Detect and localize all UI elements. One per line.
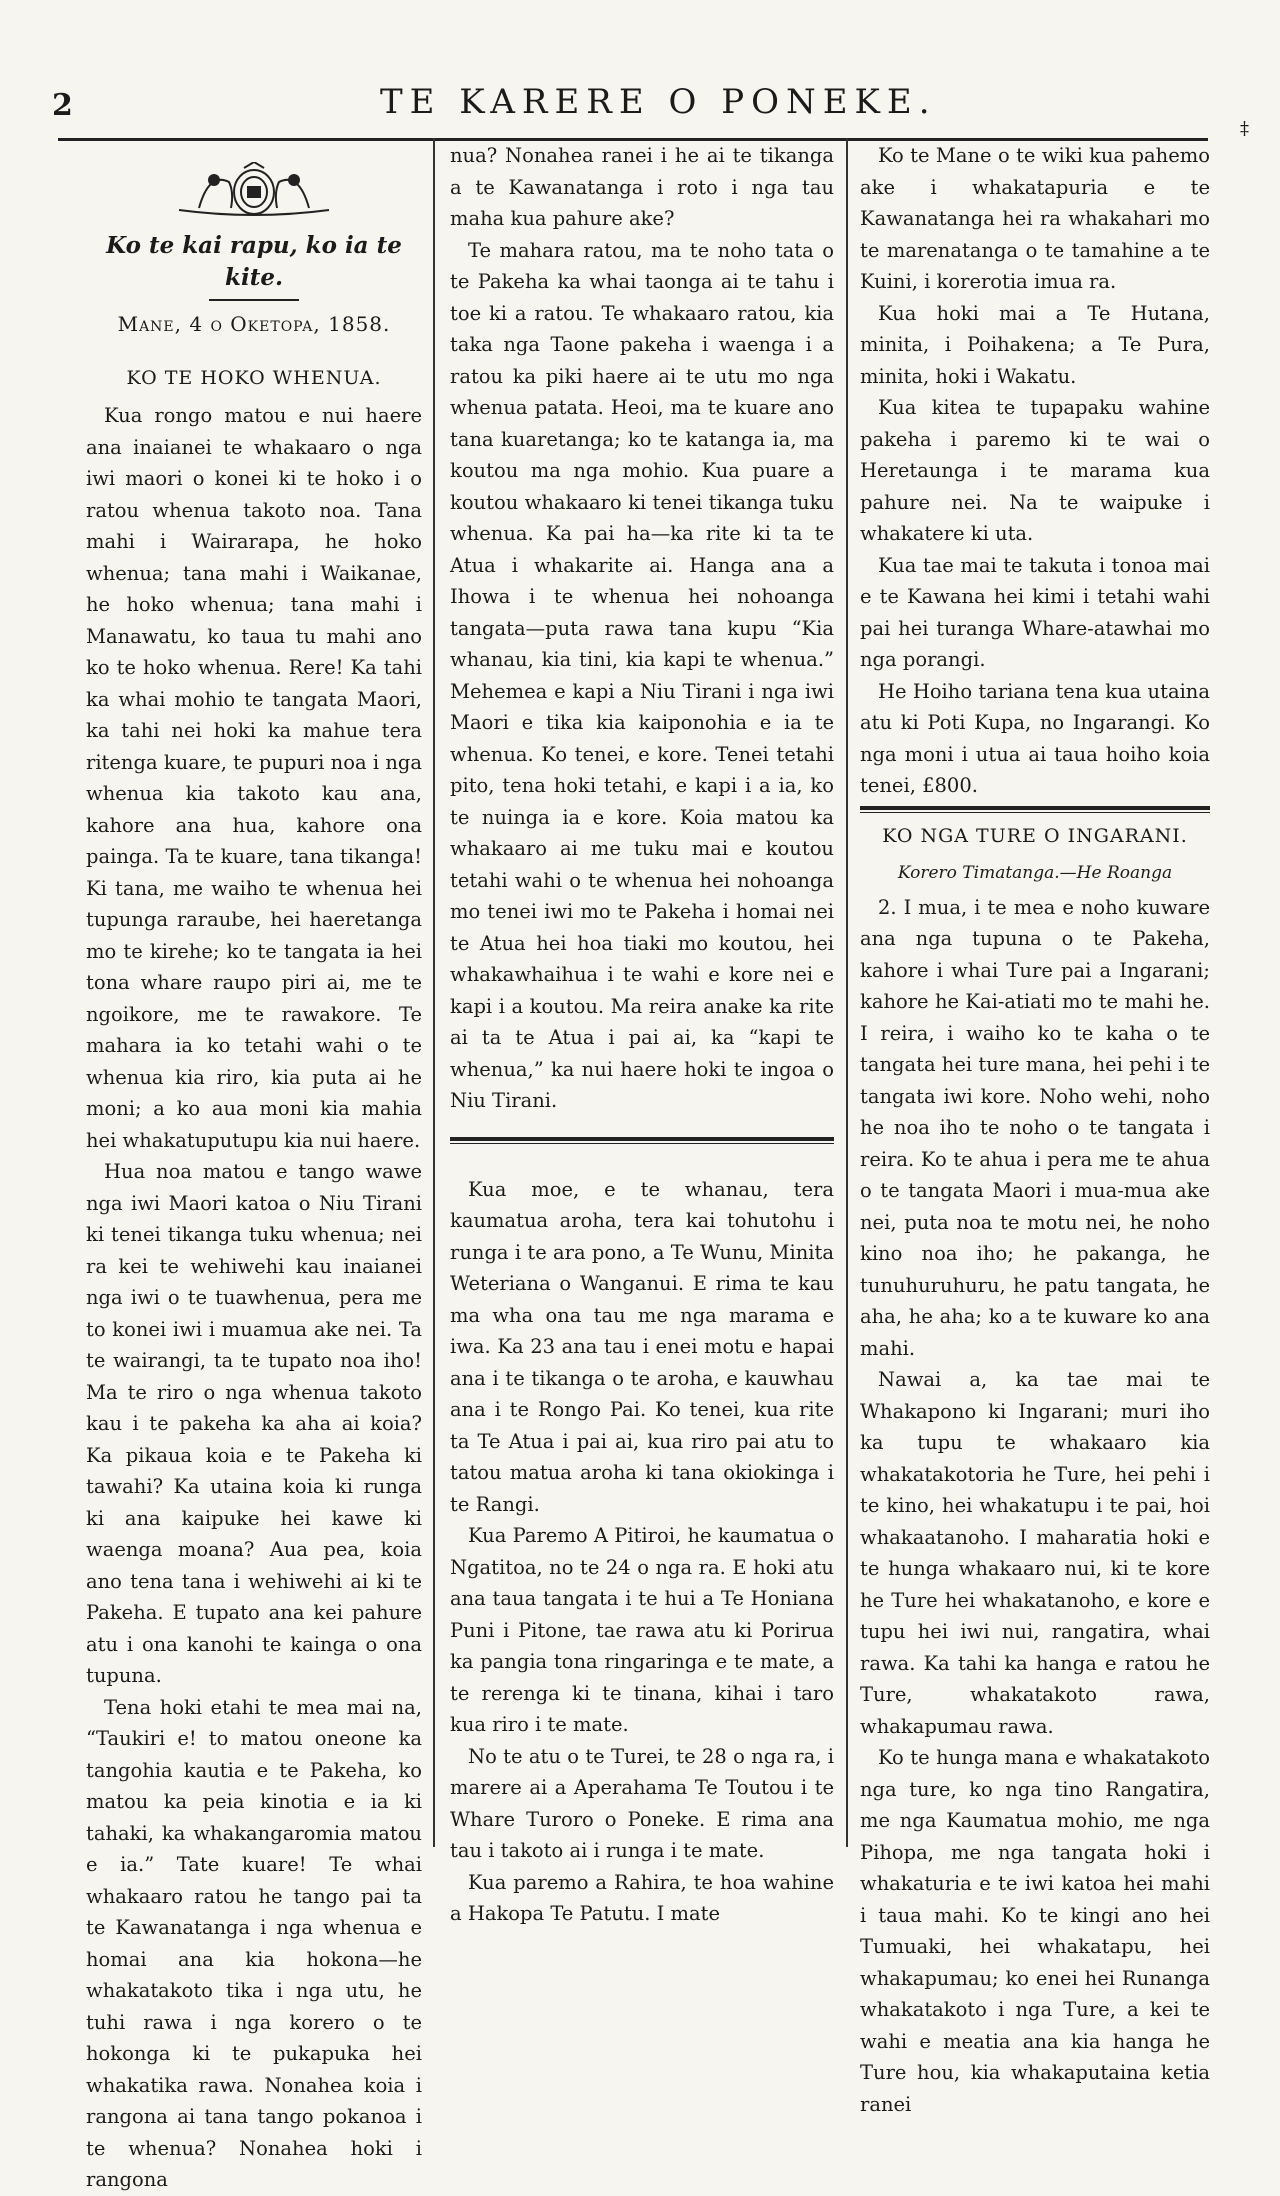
paragraph: nua? Nonahea ranei i he ai te tikanga a te Kawanatanga i roto i nga tau maha kua pahure ake? [450, 144, 834, 230]
paragraph: Ko te hunga mana e whakatakoto nga ture, ko nga tino Rangatira, me nga Kaumatua mohio, me nga Pihopa, me nga tangata hoki i whakaturia e te iwi katoa hei mahi i taua mahi. Ko te kingi ano hei Tumuaki, hei whakatapu, hei whakapumau; ko enei hei Runanga whakatakoto i nga Ture, a kei te wahi e meatia ana kia hanga he Ture hou, kia whakaputaina ketia ranei [860, 1746, 1210, 2116]
paragraph: Ko te Mane o te wiki kua pahemo ake i whakatapuria e te Kawanatanga hei ra whakahari mo te marenatanga o te tamahine a te Kuini, i korerotia imua ra. [860, 144, 1210, 293]
short-rule [209, 299, 299, 301]
column-rule-2 [846, 138, 848, 1847]
paragraph: Te mahara ratou, ma te noho tata o te Pakeha ka whai taonga ai te tahu i toe ki a ratou. Te whakaaro ratou, kia taka nga Taone pakeha i waenga i a ratou ka piki haere ai te utu mo nga whenua patata. Heoi, ma te kuare ano tana kuaretanga; ko te katanga ia, ma koutou ma nga mohio. Kua puare a koutou whakaaro ki tenei tikanga tuku whenua. Ka pai ha—ka rite ki ta te Atua i whakarite ai. Hanga ana a Ihowa i te whenua hei nohoanga tangata—puta rawa tana kupu “Kia whanau, kia tini, kia kapi te whenua.” Mehemea e kapi a Niu Tirani i nga iwi Maori e tika kia kaiponohia e ia te whenua. Ko tenei, e kore. Tenei tetahi pito, tena hoki tetahi, e kapi i a ia, ko te nuinga ia e kore. Koia matou ka whakaaro ai me tuku mai e koutou tetahi wahi o te whenua hei nohoanga mo tenei iwi mo te Pakeha i homai nei te Atua hei hoa tiaki mo koutou, hei whakawhaihua i te wahi e kore nei e kapi i a koutou. Ma reira anake ka rite ai ta te Atua i pai ai, ka “kapi te whenua,” ka nui haere hoki te ingoa o Niu Tirani. [450, 238, 834, 1112]
motto: Ko te kai rapu, ko ia te kite. [106, 232, 402, 291]
paragraph: He Hoiho tariana tena kua utaina atu ki Poti Kupa, no Ingarangi. Ko nga moni i utua ai taua hoiho koia tenei, £800. [860, 679, 1210, 797]
royal-crest-icon [159, 162, 349, 220]
paragraph: Kua rongo matou e nui haere ana inaianei te whakaaro o nga iwi maori o konei ki te hoko i o ratou whenua takoto noa. Tana mahi i Wairarapa, he hoko whenua; tana mahi i Waikanae, he hoko whenua; tana mahi i Manawatu, ko taua tu mahi ano ko te hoko whenua. Rere! Ka tahi ka whai mohio te tangata Maori, ka tahi nei hoki ka mahue tera ritenga kuare, te pupuri noa i nga whenua kia takoto kau ana, kahore ana hua, kahore ona painga. Ta te kuare, tana tikanga! Ki tana, me waiho te whenua hei tupunga raraube, hei haeretanga mo te kirehe; ko te tangata ia hei tona whare raupo piri ai, me te ngoikore, me te rawakore. Te mahara ia ko tetahi wahi o te whenua kia riro, kia puta ai he moni; a ko aua moni kia mahia hei whakatuputupu kia nui haere. [86, 404, 422, 1152]
margin-mark: ‡ [1240, 118, 1249, 139]
paragraph: Nawai a, ka tae mai te Whakapono ki Ingarani; muri iho ka tupu te whakaaro kia whakatakotoria he Ture, hei pehi i te kino, hei whakatupu i te pai, hoi whakaatanoho. I maharatia hoki e te hunga whakaaro nui, ki te kore he Ture hei whakatanoho, e kore e tupu hei iwi nui, rangatira, whai rawa. Ka tahi ka hanga e ratou he Ture, whakatakoto rawa, whakapumau rawa. [860, 1368, 1210, 1738]
paragraph: Kua hoki mai a Te Hutana, minita, i Poihakena; a Te Pura, minita, hoki i Wakatu. [860, 301, 1210, 388]
article-heading: KO TE HOKO WHENUA. [126, 366, 382, 389]
section-divider [450, 1137, 834, 1144]
paragraph: 2. I mua, i te mea e noho kuware ana nga tupuna o te Pakeha, kahore i whai Ture pai a Ingarani; kahore he Kai-atiati mo te mahi he. I reira, i waiho ko te kaha o te tangata hei ture mana, hei pehi i te tangata iwi kore. Noho wehi, noho he noa iho te noho o te tangata i reira. Ko te ahua i pera me te ahua o te tangata Maori i mua-mua ake nei, puta noa te motu nei, he noho kino noa iho; he pakanga, he tunuhuruhuru, he patu tangata, he aha, he aha; ko a te kuware ko ana mahi. [860, 895, 1210, 1360]
article-heading: KO NGA TURE O INGARANI. [882, 824, 1188, 847]
paragraph: Hua noa matou e tango wawe nga iwi Maori katoa o Niu Tirani ki tenei tikanga tuku whenua; nei ra kei te wehiwehi kau inaianei nga iwi o te tuawhenua, pera me to konei iwi i muamua ake nei. Ta te wairangi, ta te tupato noa iho! Ma te riro o nga whenua takoto kau i te pakeha ka aha ai koia? Ka pikaua koia e te Pakeha ki tawahi? Ka utaina koia ki runga ki ana kaipuke hei kawe ki waenga moana? Aua pea, koia ano tena tana i wehiwehi ai ki te Pakeha. E tupato ana kei pahure atu i ona kanohi te kainga o ona tupuna. [86, 1160, 422, 1687]
paragraph: Kua kitea te tupapaku wahine pakeha i paremo ki te wai o Heretaunga i te marama kua pahure nei. Na te waipuke i whakatere ki uta. [860, 396, 1210, 545]
paragraph: Kua Paremo A Pitiroi, he kaumatua o Ngatitoa, no te 24 o nga ra. E hoki atu ana taua tangata i te hui a Te Honiana Puni i Pitone, tae rawa atu ki Porirua ka pangia tona ringaringa e te mate, a te rerenga ki te tinana, kihai i taro kua riro i te mate. [450, 1524, 834, 1736]
article-subheading: Korero Timatanga.—He Roanga [897, 863, 1173, 883]
column-1 [86, 140, 422, 2196]
paragraph: Tena hoki etahi te mea mai na, “Taukiri e! to matou oneone ka tangohia kautia e te Pakeha, ko matou ka peia kinotia e ia ki tahaki, ka whakangaromia matou e ia.” Tate kuare! Te whai whakaaro ratou he tango pai ta te Kawanatanga i nga whenua e homai ana kia hokona—he whakatakoto tika i nga utu, he tuhi rawa i nga korero o te hokonga ki te pukapuka hei whakatika rawa. Nonahea koia i rangona ai tana tango pokanoa i te whenua? Nonahea hoki i rangona [86, 1695, 422, 2191]
column-2 [450, 140, 834, 1930]
paragraph: Kua tae mai te takuta i tonoa mai e te Kawana hei kimi i tetahi wahi pai hei turanga Whare-atawhai mo nga porangi. [860, 553, 1210, 671]
dateline: Mane, 4 o Oketopa, 1858. [117, 312, 391, 336]
page-number: 2 [52, 88, 73, 123]
paragraph: Kua paremo a Rahira, te hoa wahine a Hakopa Te Patutu. I mate [450, 1870, 834, 1925]
section-divider [860, 806, 1210, 813]
column-3 [860, 140, 1210, 2120]
paragraph: No te atu o te Turei, te 28 o nga ra, i marere ai a Aperahama Te Toutou i te Whare Turoro o Poneke. E rima ana tau i takoto ai i runga i te mate. [450, 1744, 834, 1862]
paragraph: Kua moe, e te whanau, tera kaumatua aroha, tera kai tohutohu i runga i te ara pono, a Te Wunu, Minita Weteriana o Wanganui. E rima te kau ma wha ona tau me nga marama e iwa. Ka 23 ana tau i enei motu e hapai ana i te tikanga o te aroha, e kauwhau ana i te Rongo Pai. Ko tenei, kua rite ta Te Atua i pai ai, kua riro pai atu to tatou matua aroha ki tana okiokinga i te Rangi. [450, 1177, 834, 1516]
column-rule-1 [433, 138, 435, 1847]
masthead: TE KARERE O PONEKE. [380, 82, 937, 122]
